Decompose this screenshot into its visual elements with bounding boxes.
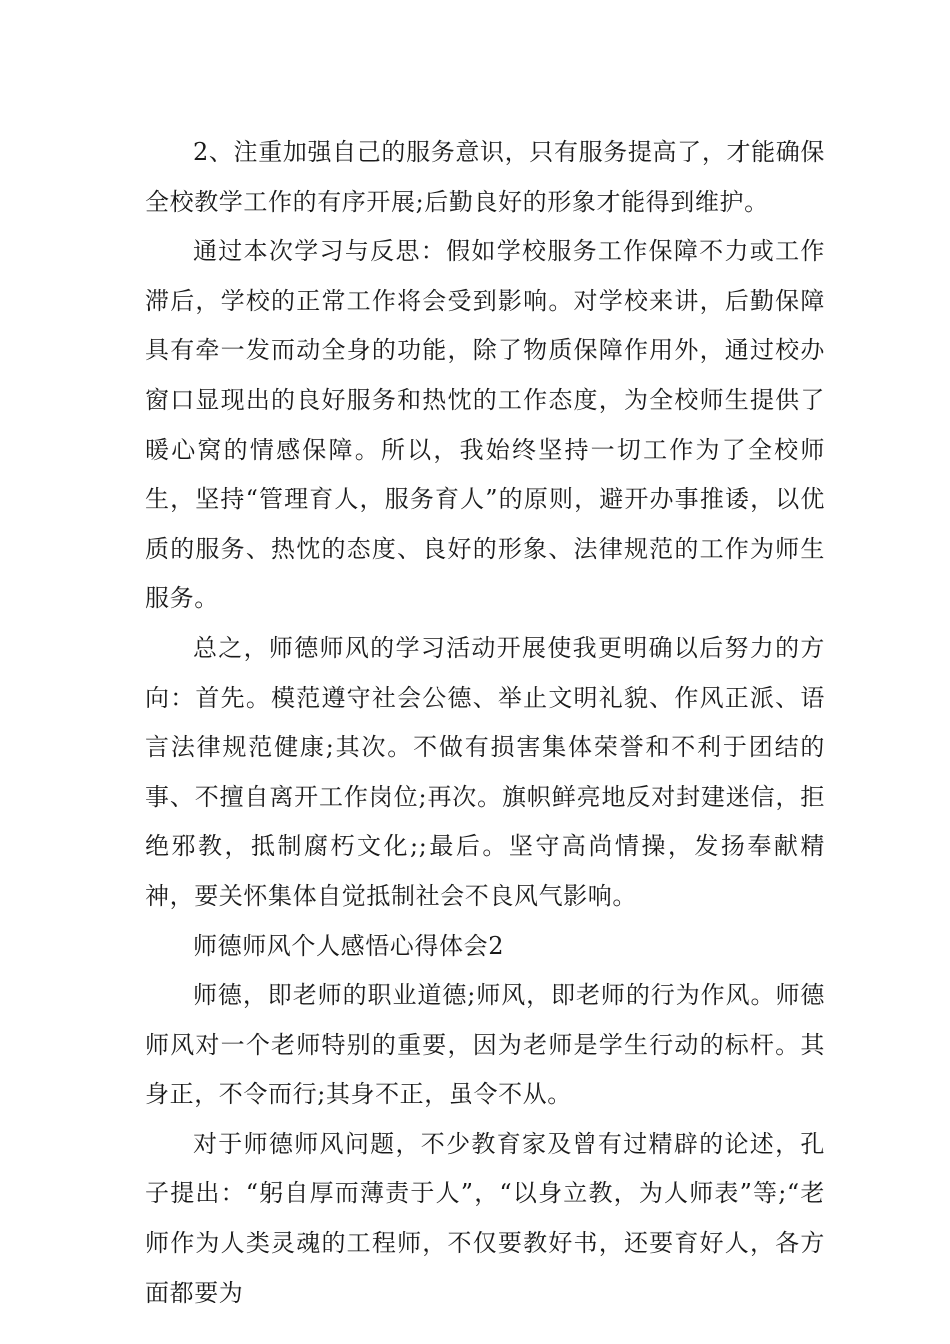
paragraph-definition: 师德，即老师的职业道德;师风，即老师的行为作风。师德师风对一个老师特别的重要，因为老师是学生行动的标杆。其身正，不令而行;其身不正，虽令不从。	[145, 981, 825, 1109]
paragraph-service-awareness: 2、注重加强自己的服务意识，只有服务提高了，才能确保全校教学工作的有序开展;后勤良好的形象才能得到维护。	[145, 138, 825, 216]
paragraph-educators-views: 对于师德师风问题，不少教育家及曾有过精辟的论述，孔子提出：“躬自厚而薄责于人”，“以身立教，为人师表”等;“老师作为人类灵魂的工程师，不仅要教好书，还要育好人，各方面都要为	[145, 1129, 825, 1307]
section-heading: 师德师风个人感悟心得体会2	[193, 931, 505, 960]
document-body	[145, 128, 825, 1318]
paragraph-reflection: 通过本次学习与反思：假如学校服务工作保障不力或工作滞后，学校的正常工作将会受到影响。对学校来讲，后勤保障具有牵一发而动全身的功能，除了物质保障作用外，通过校办窗口显现出的良好服务和热忱的工作态度，为全校师生提供了暖心窝的情感保障。所以，我始终坚持一切工作为了全校师生，坚持“管理育人，服务育人”的原则，避开办事推诿，以优质的服务、热忱的态度、良好的形象、法律规范的工作为师生服务。	[145, 237, 825, 613]
paragraph-conclusion: 总之，师德师风的学习活动开展使我更明确以后努力的方向：首先。模范遵守社会公德、举止文明礼貌、作风正派、语言法律规范健康;其次。不做有损害集体荣誉和不利于团结的事、不擅自离开工作岗位;再次。旗帜鲜亮地反对封建迷信，拒绝邪教，抵制腐朽文化;;最后。坚守高尚情操，发扬奉献精神，要关怀集体自觉抵制社会不良风气影响。	[145, 633, 825, 910]
